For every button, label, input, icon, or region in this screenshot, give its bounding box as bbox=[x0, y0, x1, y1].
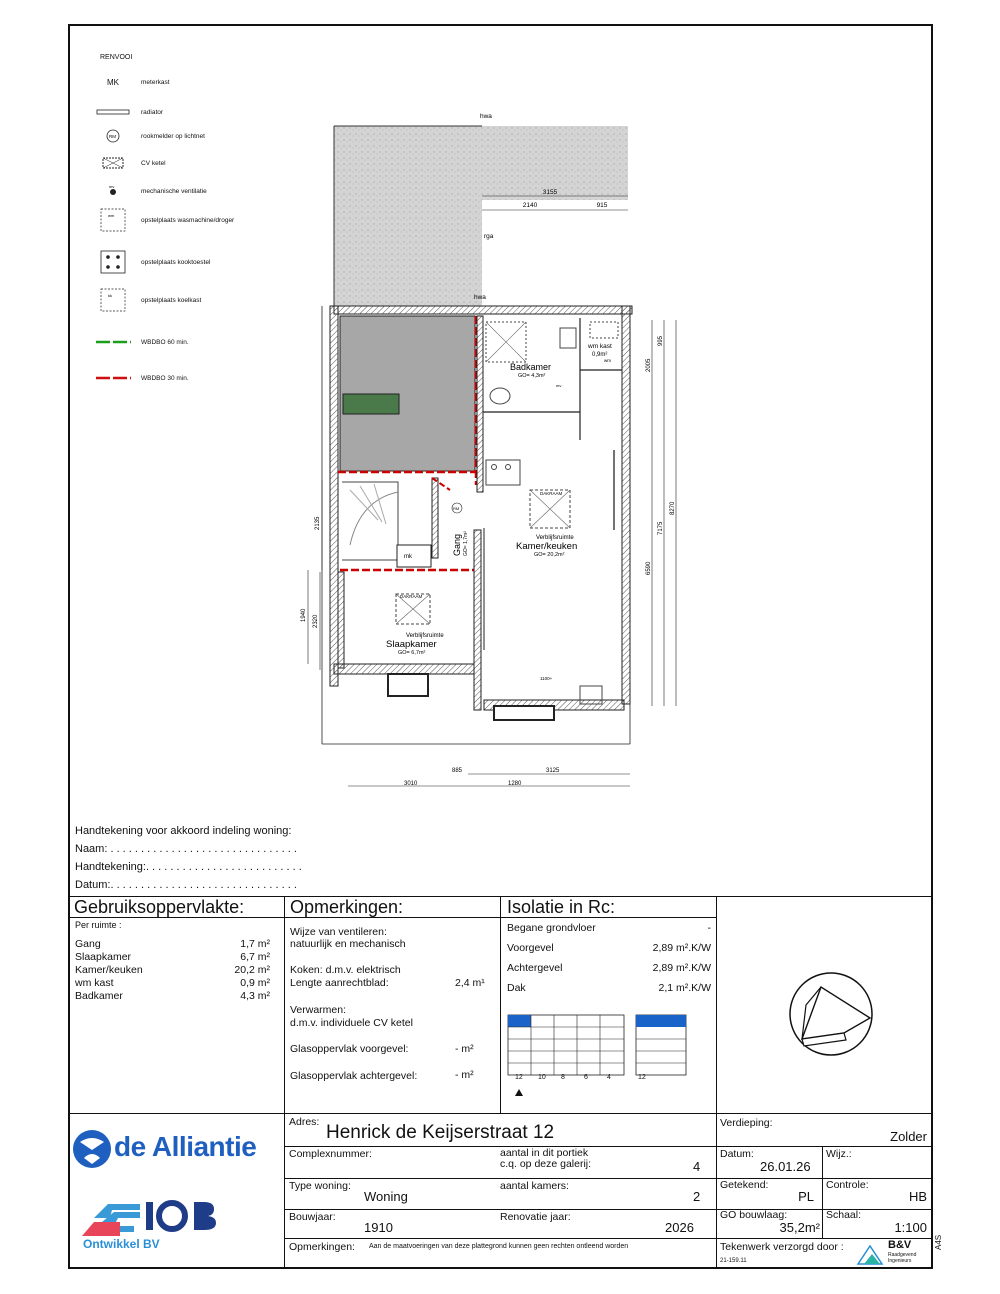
legend-item bbox=[95, 252, 210, 272]
kamers-label: aantal kamers: bbox=[500, 1180, 569, 1192]
legend-symbol-icon bbox=[95, 129, 131, 143]
dim-left-a: 2135 bbox=[315, 516, 321, 530]
mk-label: mk bbox=[404, 554, 412, 560]
gebruik-room-area: 4,3 m² bbox=[240, 990, 270, 1002]
dim-bottom-c: 3010 bbox=[404, 781, 418, 787]
legend-item bbox=[95, 368, 189, 388]
dim-left-c: 2320 bbox=[313, 614, 319, 628]
format-label: A4S bbox=[934, 1234, 943, 1250]
room-kk-name: Kamer/keuken bbox=[516, 541, 578, 552]
dim-top-b: 915 bbox=[596, 202, 608, 209]
bv-logo-sub-2: Ingenieurs bbox=[888, 1258, 912, 1264]
gebruik-room-area: 6,7 m² bbox=[240, 951, 270, 963]
legend-label: WBDBO 60 min. bbox=[141, 338, 189, 346]
skylight-label-1: DAKRAAM bbox=[540, 491, 563, 496]
portiek-value: 4 bbox=[693, 1159, 701, 1174]
glas-voor-label: Glasoppervlak voorgevel: bbox=[290, 1043, 409, 1055]
gebruik-room-area: 20,2 m² bbox=[234, 964, 270, 976]
legend-symbol-icon: MK bbox=[107, 77, 119, 87]
bouwjaar-label: Bouwjaar: bbox=[289, 1211, 336, 1223]
isolatie-row-value: 2,89 m².K/W bbox=[652, 942, 711, 954]
dim-top-total: 3155 bbox=[542, 189, 558, 196]
legend-item bbox=[95, 102, 163, 122]
dim-top-a: 2140 bbox=[522, 202, 538, 209]
getekend-label: Getekend: bbox=[720, 1179, 769, 1191]
portiek-label-1: aantal in dit portiek bbox=[500, 1147, 589, 1159]
bv-logo-sub-1: Raadgevend bbox=[888, 1252, 917, 1258]
legend-symbol-icon bbox=[95, 288, 131, 312]
room-bad-name: Badkamer bbox=[510, 362, 552, 372]
legend-label: opstelplaats kooktoestel bbox=[141, 258, 211, 266]
schaal-label: Schaal: bbox=[826, 1209, 862, 1221]
room-slp-name: Slaapkamer bbox=[386, 639, 437, 650]
tekenwerk-label: Tekenwerk verzorgd door : bbox=[720, 1241, 844, 1253]
dim-bottom-d: 1280 bbox=[508, 781, 522, 787]
dim-right-c: 6590 bbox=[646, 561, 652, 575]
legend-label: rookmelder op lichtnet bbox=[141, 132, 205, 140]
glas-achter-value: - m² bbox=[455, 1069, 474, 1081]
dim-right-b: 995 bbox=[658, 335, 664, 346]
gebruik-room-name: Kamer/keuken bbox=[75, 964, 143, 976]
room-kk-area: GO= 20,2m² bbox=[534, 552, 565, 558]
isolatie-row-name: Achtergevel bbox=[507, 962, 563, 974]
isolatie-grid2-label: 12 bbox=[638, 1074, 646, 1081]
glas-voor-value: - m² bbox=[455, 1043, 474, 1055]
legend-symbol-icon bbox=[95, 208, 131, 232]
renovatie-value: 2026 bbox=[665, 1220, 694, 1235]
isolatie-grid-label: 12 bbox=[515, 1074, 523, 1081]
legend-item bbox=[95, 210, 234, 230]
portiek-label-2: c.q. op deze galerij: bbox=[500, 1158, 592, 1170]
aanrecht-label: Lengte aanrechtblad: bbox=[290, 977, 389, 989]
rga-label: rga bbox=[484, 233, 494, 240]
sill-label: 1100+ bbox=[540, 676, 553, 681]
legend-label: radiator bbox=[141, 108, 164, 116]
signature-heading: Handtekening voor akkoord indeling woning: bbox=[75, 825, 292, 837]
isolatie-row-name: Dak bbox=[507, 982, 526, 994]
room-gang-area: GO= 1,7m² bbox=[463, 531, 469, 556]
dim-right-d: 7175 bbox=[658, 521, 664, 535]
gebruik-room-name: Slaapkamer bbox=[75, 951, 132, 963]
skylight-label-2: DAKRAAM bbox=[400, 594, 423, 599]
dim-bottom-a: 885 bbox=[452, 768, 463, 774]
dim-right-e: 8270 bbox=[670, 501, 676, 515]
legend-item bbox=[95, 72, 170, 92]
gebruik-room-name: wm kast bbox=[75, 977, 114, 989]
legend-label: meterkast bbox=[141, 78, 170, 86]
room-slp-type: Verblijfsruimte bbox=[406, 633, 444, 639]
gebruik-room-name: Gang bbox=[75, 938, 101, 950]
koken-text: Koken: d.m.v. elektrisch bbox=[290, 964, 401, 976]
type-label: Type woning: bbox=[289, 1180, 351, 1192]
legend-symbol-icon bbox=[95, 157, 131, 169]
hwa-mid-label: hwa bbox=[474, 294, 486, 301]
kamers-value: 2 bbox=[693, 1189, 701, 1204]
legend-symbol-icon bbox=[95, 108, 131, 116]
opmerkingen-label: Opmerkingen: bbox=[289, 1241, 355, 1253]
isolatie-grid-label: 6 bbox=[584, 1074, 588, 1081]
rm-label: RM bbox=[453, 506, 460, 511]
verdieping-value: Zolder bbox=[890, 1129, 927, 1144]
divider bbox=[284, 1146, 933, 1147]
divider bbox=[822, 1146, 823, 1238]
hwa-top-label: hwa bbox=[480, 113, 492, 120]
glas-achter-label: Glasoppervlak achtergevel: bbox=[290, 1070, 418, 1082]
gebruik-room-area: 1,7 m² bbox=[240, 938, 270, 950]
isolatie-row-value: - bbox=[707, 922, 711, 934]
legend-item bbox=[95, 332, 189, 352]
legend-item bbox=[95, 290, 201, 310]
divider bbox=[284, 896, 285, 1269]
svg-text:mv: mv bbox=[109, 185, 115, 189]
room-wm-area: 0,9m² bbox=[592, 352, 608, 358]
renovatie-label: Renovatie jaar: bbox=[500, 1211, 571, 1223]
divider bbox=[284, 1238, 933, 1239]
isolatie-row-value: 2,89 m².K/W bbox=[652, 962, 711, 974]
north-arrow-icon bbox=[776, 970, 886, 1060]
verwarmen-label: Verwarmen: bbox=[290, 1004, 347, 1016]
legend-symbol-icon bbox=[95, 375, 131, 381]
isolatie-title: Isolatie in Rc: bbox=[507, 897, 616, 917]
alliantie-logo-icon bbox=[72, 1128, 112, 1170]
datum-value: 26.01.26 bbox=[760, 1159, 811, 1174]
datum-label: Datum: bbox=[720, 1148, 754, 1160]
signature-handtekening: Handtekening:. . . . . . . . . . . . . . . . . . . . . . . . . . bbox=[75, 861, 302, 873]
getekend-value: PL bbox=[798, 1189, 814, 1204]
floor-plan bbox=[300, 100, 700, 800]
legend-item bbox=[95, 153, 166, 173]
dim-right-a: 2005 bbox=[646, 358, 652, 372]
alliantie-logo-text: de Alliantie bbox=[114, 1131, 257, 1162]
verwarmen-value: d.m.v. individuele CV ketel bbox=[290, 1017, 413, 1029]
divider bbox=[68, 1113, 933, 1114]
legend-title: RENVOOI bbox=[100, 54, 133, 61]
svg-text:kk: kk bbox=[108, 293, 112, 298]
room-wm-name: wm kast bbox=[588, 343, 612, 350]
legend-label: CV ketel bbox=[141, 159, 166, 167]
legend-item bbox=[95, 181, 207, 201]
legend-label: WBDBO 30 min. bbox=[141, 374, 189, 382]
legend-label: opstelplaats koelkast bbox=[141, 296, 202, 304]
adres-value: Henrick de Keijserstraat 12 bbox=[326, 1122, 555, 1143]
opmerkingen-title: Opmerkingen: bbox=[290, 897, 404, 917]
room-bad-area: GO= 4,3m² bbox=[518, 373, 546, 379]
isolatie-grid-label: 4 bbox=[607, 1074, 611, 1081]
isolatie-row-name: Begane grondvloer bbox=[507, 922, 596, 934]
legend-label: opstelplaats wasmachine/droger bbox=[141, 216, 235, 224]
opmerkingen-value: Aan de maatvoeringen van deze plattegrond kunnen geen rechten ontleend worden bbox=[369, 1243, 629, 1250]
ieb-logo-icon bbox=[80, 1196, 240, 1238]
isolatie-row-name: Voorgevel bbox=[507, 942, 554, 954]
bv-logo-icon bbox=[856, 1240, 888, 1266]
isolatie-row-value: 2,1 m².K/W bbox=[658, 982, 711, 994]
legend-label: mechanische ventilatie bbox=[141, 187, 207, 195]
type-value: Woning bbox=[364, 1189, 408, 1204]
ieb-logo-subtitle: Ontwikkel BV bbox=[83, 1237, 160, 1251]
go-value: 35,2m² bbox=[779, 1220, 820, 1235]
room-gang-name: Gang bbox=[452, 533, 462, 556]
controle-label: Controle: bbox=[826, 1179, 869, 1191]
dim-left-b: 1940 bbox=[301, 608, 307, 622]
schaal-value: 1:100 bbox=[894, 1220, 927, 1235]
vent-value: natuurlijk en mechanisch bbox=[290, 938, 406, 950]
mv-label: mv bbox=[556, 383, 562, 388]
vent-label: Wijze van ventileren: bbox=[290, 926, 387, 938]
dim-bottom-b: 3125 bbox=[546, 768, 560, 774]
gebruik-subtitle: Per ruimte : bbox=[75, 920, 122, 930]
drawing-code: 21-159.11 bbox=[720, 1258, 747, 1264]
room-slp-area: GO= 6,7m² bbox=[398, 650, 426, 656]
gebruik-title: Gebruiksoppervlakte: bbox=[74, 897, 245, 917]
signature-datum: Datum:. . . . . . . . . . . . . . . . . . . . . . . . . . . . . . . bbox=[75, 879, 297, 891]
legend-symbol-icon bbox=[95, 185, 131, 197]
wijz-label: Wijz.: bbox=[826, 1148, 852, 1160]
legend-symbol-icon bbox=[95, 250, 131, 274]
gebruik-room-area: 0,9 m² bbox=[240, 977, 270, 989]
controle-value: HB bbox=[908, 1189, 927, 1204]
legend-item bbox=[95, 126, 205, 146]
divider bbox=[716, 896, 717, 1269]
svg-text:RM: RM bbox=[109, 134, 116, 139]
isolatie-grid-label: 8 bbox=[561, 1074, 565, 1081]
room-wm-tag: wm bbox=[604, 358, 611, 363]
complex-label: Complexnummer: bbox=[289, 1148, 372, 1160]
gebruik-room-name: Badkamer bbox=[75, 990, 123, 1002]
signature-naam: Naam: . . . . . . . . . . . . . . . . . . . . . . . . . . . . . . . bbox=[75, 843, 297, 855]
aanrecht-value: 2,4 m¹ bbox=[455, 977, 485, 989]
divider bbox=[500, 896, 501, 1113]
legend-symbol-icon bbox=[95, 339, 131, 345]
bouwjaar-value: 1910 bbox=[364, 1220, 393, 1235]
adres-label: Adres: bbox=[289, 1116, 320, 1128]
room-kk-type: Verblijfsruimte bbox=[536, 535, 574, 541]
go-label: GO bouwlaag: bbox=[720, 1209, 788, 1221]
isolatie-grids bbox=[505, 1010, 695, 1100]
isolatie-grid-label: 10 bbox=[538, 1074, 546, 1081]
verdieping-label: Verdieping: bbox=[720, 1117, 773, 1129]
bv-logo-text: B&V bbox=[888, 1239, 912, 1251]
svg-text:wm: wm bbox=[108, 213, 115, 218]
